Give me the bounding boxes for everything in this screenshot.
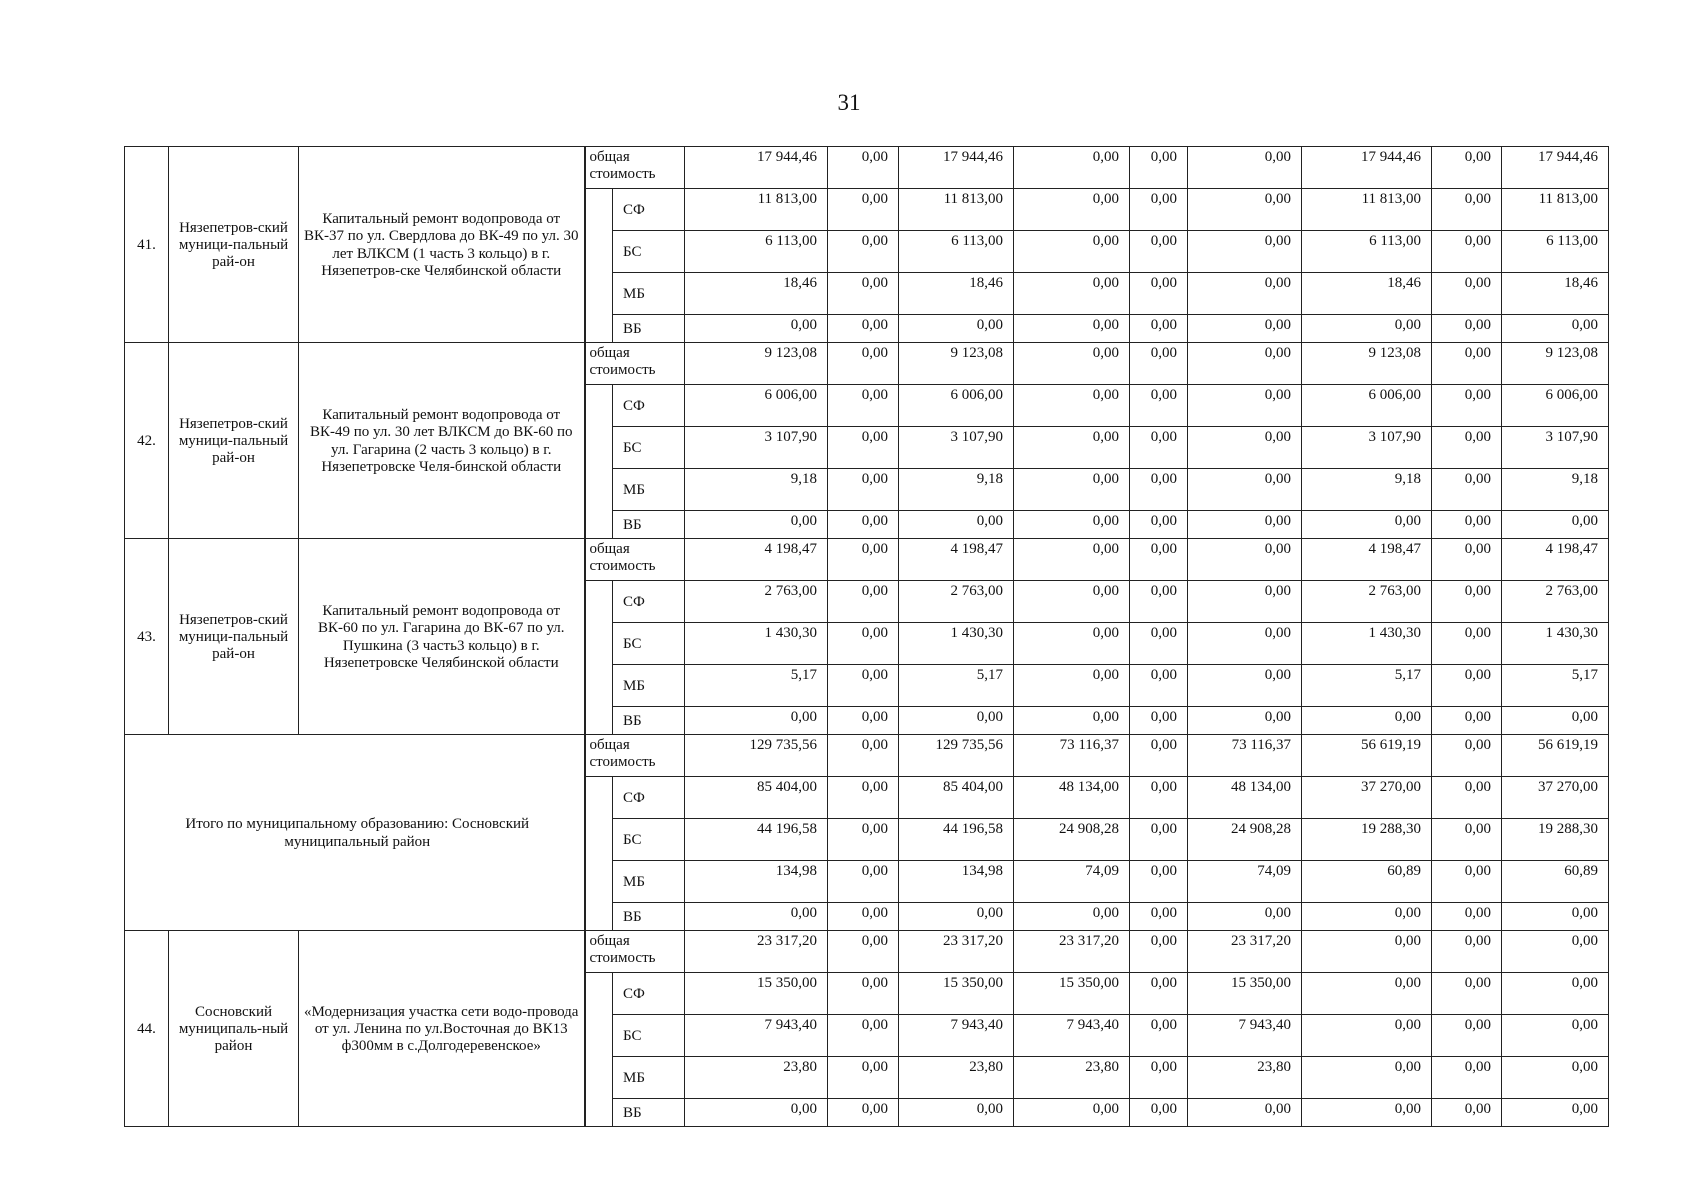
value-cell: 74,09 <box>1014 861 1130 903</box>
value-cell: 0,00 <box>828 1015 899 1057</box>
row-number: 43. <box>125 539 169 735</box>
value-cell: 0,00 <box>1130 231 1188 273</box>
value-cell: 5,17 <box>1502 665 1609 707</box>
value-cell: 73 116,37 <box>1014 735 1130 777</box>
value-cell: 0,00 <box>899 315 1014 343</box>
value-cell: 0,00 <box>1302 1057 1432 1099</box>
value-cell: 0,00 <box>1014 665 1130 707</box>
total-cost-label: общая стоимость <box>585 343 685 385</box>
value-cell: 0,00 <box>1188 707 1302 735</box>
value-cell: 2 763,00 <box>1502 581 1609 623</box>
source-label: СФ <box>613 973 685 1015</box>
value-cell: 0,00 <box>1432 665 1502 707</box>
value-cell: 0,00 <box>1130 147 1188 189</box>
value-cell: 24 908,28 <box>1014 819 1130 861</box>
value-cell: 0,00 <box>828 385 899 427</box>
source-label: СФ <box>613 385 685 427</box>
value-cell: 0,00 <box>1188 581 1302 623</box>
value-cell: 0,00 <box>1130 539 1188 581</box>
value-cell: 0,00 <box>1130 1099 1188 1127</box>
value-cell: 0,00 <box>1188 665 1302 707</box>
value-cell: 0,00 <box>1302 315 1432 343</box>
value-cell: 0,00 <box>1432 189 1502 231</box>
value-cell: 0,00 <box>685 903 828 931</box>
value-cell: 2 763,00 <box>1302 581 1432 623</box>
value-cell: 0,00 <box>1130 665 1188 707</box>
value-cell: 6 113,00 <box>685 231 828 273</box>
table-row <box>125 735 1609 777</box>
value-cell: 0,00 <box>828 1099 899 1127</box>
value-cell: 23 317,20 <box>685 931 828 973</box>
value-cell: 23 317,20 <box>1014 931 1130 973</box>
value-cell: 0,00 <box>1302 511 1432 539</box>
value-cell: 1 430,30 <box>899 623 1014 665</box>
value-cell: 0,00 <box>828 665 899 707</box>
value-cell: 0,00 <box>1014 1099 1130 1127</box>
value-cell: 85 404,00 <box>685 777 828 819</box>
value-cell: 17 944,46 <box>1502 147 1609 189</box>
source-label: СФ <box>613 189 685 231</box>
value-cell: 0,00 <box>1014 147 1130 189</box>
source-label: МБ <box>613 273 685 315</box>
value-cell: 0,00 <box>828 777 899 819</box>
value-cell: 0,00 <box>1502 903 1609 931</box>
value-cell: 0,00 <box>1432 623 1502 665</box>
source-label: ВБ <box>613 707 685 735</box>
district-name: Нязепетров-ский муници-пальный рай-он <box>169 147 299 343</box>
value-cell: 0,00 <box>1130 777 1188 819</box>
row-number: 42. <box>125 343 169 539</box>
including-label <box>585 189 613 343</box>
value-cell: 0,00 <box>1130 735 1188 777</box>
value-cell: 0,00 <box>1302 707 1432 735</box>
value-cell: 5,17 <box>1302 665 1432 707</box>
value-cell: 0,00 <box>1302 903 1432 931</box>
value-cell: 0,00 <box>828 931 899 973</box>
value-cell: 0,00 <box>1432 427 1502 469</box>
value-cell: 0,00 <box>1188 231 1302 273</box>
value-cell: 6 113,00 <box>1502 231 1609 273</box>
value-cell: 24 908,28 <box>1188 819 1302 861</box>
table-row <box>125 147 1609 189</box>
value-cell: 0,00 <box>1014 427 1130 469</box>
value-cell: 56 619,19 <box>1502 735 1609 777</box>
value-cell: 6 006,00 <box>1302 385 1432 427</box>
value-cell: 0,00 <box>1188 469 1302 511</box>
value-cell: 0,00 <box>1302 1099 1432 1127</box>
value-cell: 0,00 <box>1502 315 1609 343</box>
value-cell: 23,80 <box>1014 1057 1130 1099</box>
value-cell: 5,17 <box>899 665 1014 707</box>
value-cell: 0,00 <box>1188 189 1302 231</box>
value-cell: 0,00 <box>1130 623 1188 665</box>
value-cell: 6 113,00 <box>1302 231 1432 273</box>
value-cell: 9,18 <box>1302 469 1432 511</box>
value-cell: 0,00 <box>1014 231 1130 273</box>
value-cell: 3 107,90 <box>685 427 828 469</box>
value-cell: 9,18 <box>685 469 828 511</box>
value-cell: 0,00 <box>828 147 899 189</box>
source-label: СФ <box>613 777 685 819</box>
source-label: БС <box>613 819 685 861</box>
value-cell: 0,00 <box>1014 903 1130 931</box>
value-cell: 4 198,47 <box>685 539 828 581</box>
project-name: Капитальный ремонт водопровода от ВК-49 по ул. 30 лет ВЛКСМ до ВК-60 по ул. Гагарина (2 часть 3 кольцо) в г. Нязепетровске Челя-бинской области <box>299 343 585 539</box>
value-cell: 0,00 <box>828 469 899 511</box>
source-label: БС <box>613 1015 685 1057</box>
source-label: БС <box>613 427 685 469</box>
value-cell: 0,00 <box>1130 511 1188 539</box>
total-label: Итого по муниципальному образованию: Сосновский муниципальный район <box>125 735 585 931</box>
value-cell: 0,00 <box>685 511 828 539</box>
value-cell: 0,00 <box>1130 819 1188 861</box>
value-cell: 0,00 <box>1188 903 1302 931</box>
value-cell: 0,00 <box>828 903 899 931</box>
value-cell: 0,00 <box>1432 343 1502 385</box>
value-cell: 37 270,00 <box>1502 777 1609 819</box>
value-cell: 0,00 <box>828 1057 899 1099</box>
value-cell: 5,17 <box>685 665 828 707</box>
value-cell: 4 198,47 <box>1502 539 1609 581</box>
source-label: МБ <box>613 861 685 903</box>
project-name: Капитальный ремонт водопровода от ВК-60 по ул. Гагарина до ВК-67 по ул. Пушкина (3 часть3 кольцо) в г. Нязепетровске Челябинской области <box>299 539 585 735</box>
value-cell: 56 619,19 <box>1302 735 1432 777</box>
source-label: МБ <box>613 1057 685 1099</box>
value-cell: 0,00 <box>685 1099 828 1127</box>
value-cell: 0,00 <box>828 623 899 665</box>
value-cell: 6 113,00 <box>899 231 1014 273</box>
value-cell: 0,00 <box>1130 343 1188 385</box>
value-cell: 0,00 <box>1014 343 1130 385</box>
value-cell: 0,00 <box>1130 581 1188 623</box>
value-cell: 0,00 <box>899 903 1014 931</box>
budget-table <box>124 146 1609 1127</box>
value-cell: 0,00 <box>1130 931 1188 973</box>
table-row <box>125 539 1609 581</box>
total-cost-label: общая стоимость <box>585 539 685 581</box>
value-cell: 0,00 <box>1502 1015 1609 1057</box>
value-cell: 0,00 <box>1432 511 1502 539</box>
value-cell: 11 813,00 <box>899 189 1014 231</box>
value-cell: 17 944,46 <box>1302 147 1432 189</box>
value-cell: 9,18 <box>899 469 1014 511</box>
value-cell: 0,00 <box>1432 973 1502 1015</box>
value-cell: 1 430,30 <box>685 623 828 665</box>
value-cell: 6 006,00 <box>899 385 1014 427</box>
page-number: 31 <box>837 90 861 115</box>
value-cell: 3 107,90 <box>1502 427 1609 469</box>
table-row <box>125 343 1609 385</box>
value-cell: 0,00 <box>1432 735 1502 777</box>
value-cell: 0,00 <box>1502 707 1609 735</box>
value-cell: 0,00 <box>1130 385 1188 427</box>
value-cell: 15 350,00 <box>899 973 1014 1015</box>
district-name: Сосновский муниципаль-ный район <box>169 931 299 1127</box>
value-cell: 0,00 <box>1014 511 1130 539</box>
value-cell: 73 116,37 <box>1188 735 1302 777</box>
value-cell: 0,00 <box>1130 273 1188 315</box>
value-cell: 0,00 <box>1130 469 1188 511</box>
value-cell: 0,00 <box>828 273 899 315</box>
value-cell: 0,00 <box>1188 1099 1302 1127</box>
value-cell: 23 317,20 <box>1188 931 1302 973</box>
value-cell: 7 943,40 <box>685 1015 828 1057</box>
row-number: 44. <box>125 931 169 1127</box>
value-cell: 11 813,00 <box>1502 189 1609 231</box>
value-cell: 18,46 <box>1302 273 1432 315</box>
value-cell: 7 943,40 <box>1014 1015 1130 1057</box>
district-name: Нязепетров-ский муници-пальный рай-он <box>169 343 299 539</box>
value-cell: 48 134,00 <box>1188 777 1302 819</box>
value-cell: 0,00 <box>828 973 899 1015</box>
value-cell: 129 735,56 <box>899 735 1014 777</box>
value-cell: 18,46 <box>899 273 1014 315</box>
project-name: Капитальный ремонт водопровода от ВК-37 по ул. Свердлова до ВК-49 по ул. 30 лет ВЛКСМ (1 часть 3 кольцо) в г. Нязепетров-ске Челябинской области <box>299 147 585 343</box>
value-cell: 0,00 <box>828 735 899 777</box>
value-cell: 15 350,00 <box>685 973 828 1015</box>
value-cell: 1 430,30 <box>1502 623 1609 665</box>
value-cell: 9,18 <box>1502 469 1609 511</box>
total-cost-label: общая стоимость <box>585 147 685 189</box>
value-cell: 23 317,20 <box>899 931 1014 973</box>
value-cell: 0,00 <box>1432 147 1502 189</box>
value-cell: 44 196,58 <box>685 819 828 861</box>
value-cell: 15 350,00 <box>1014 973 1130 1015</box>
value-cell: 0,00 <box>1432 1015 1502 1057</box>
value-cell: 6 006,00 <box>685 385 828 427</box>
source-label: СФ <box>613 581 685 623</box>
value-cell: 7 943,40 <box>1188 1015 1302 1057</box>
source-label: ВБ <box>613 1099 685 1127</box>
value-cell: 0,00 <box>1432 273 1502 315</box>
value-cell: 23,80 <box>685 1057 828 1099</box>
value-cell: 0,00 <box>1302 973 1432 1015</box>
value-cell: 0,00 <box>1432 903 1502 931</box>
value-cell: 0,00 <box>828 581 899 623</box>
value-cell: 9 123,08 <box>1502 343 1609 385</box>
value-cell: 0,00 <box>1502 1057 1609 1099</box>
including-label <box>585 581 613 735</box>
source-label: БС <box>613 623 685 665</box>
value-cell: 0,00 <box>1014 189 1130 231</box>
value-cell: 74,09 <box>1188 861 1302 903</box>
value-cell: 0,00 <box>1014 581 1130 623</box>
source-label: МБ <box>613 469 685 511</box>
value-cell: 129 735,56 <box>685 735 828 777</box>
source-label: МБ <box>613 665 685 707</box>
value-cell: 0,00 <box>1130 707 1188 735</box>
value-cell: 0,00 <box>899 707 1014 735</box>
source-label: ВБ <box>613 315 685 343</box>
value-cell: 0,00 <box>685 707 828 735</box>
value-cell: 17 944,46 <box>899 147 1014 189</box>
value-cell: 0,00 <box>828 189 899 231</box>
value-cell: 48 134,00 <box>1014 777 1130 819</box>
value-cell: 0,00 <box>1502 931 1609 973</box>
value-cell: 0,00 <box>1502 1099 1609 1127</box>
value-cell: 0,00 <box>1130 427 1188 469</box>
value-cell: 0,00 <box>1432 777 1502 819</box>
including-label <box>585 973 613 1127</box>
source-label: ВБ <box>613 511 685 539</box>
value-cell: 0,00 <box>1130 1015 1188 1057</box>
value-cell: 11 813,00 <box>1302 189 1432 231</box>
value-cell: 0,00 <box>1432 385 1502 427</box>
value-cell: 4 198,47 <box>1302 539 1432 581</box>
value-cell: 0,00 <box>1014 623 1130 665</box>
including-label <box>585 385 613 539</box>
value-cell: 0,00 <box>1188 385 1302 427</box>
value-cell: 6 006,00 <box>1502 385 1609 427</box>
value-cell: 0,00 <box>1130 861 1188 903</box>
project-name: «Модернизация участка сети водо-провода от ул. Ленина по ул.Восточная до ВК13 ф300мм в с.Долгодеревенское» <box>299 931 585 1127</box>
value-cell: 0,00 <box>1432 861 1502 903</box>
value-cell: 3 107,90 <box>1302 427 1432 469</box>
value-cell: 0,00 <box>828 539 899 581</box>
value-cell: 7 943,40 <box>899 1015 1014 1057</box>
value-cell: 2 763,00 <box>685 581 828 623</box>
value-cell: 0,00 <box>899 511 1014 539</box>
source-label: БС <box>613 231 685 273</box>
value-cell: 0,00 <box>828 861 899 903</box>
table-row <box>125 931 1609 973</box>
value-cell: 0,00 <box>1130 973 1188 1015</box>
value-cell: 0,00 <box>1188 315 1302 343</box>
value-cell: 0,00 <box>828 231 899 273</box>
value-cell: 0,00 <box>1188 511 1302 539</box>
value-cell: 0,00 <box>1432 539 1502 581</box>
value-cell: 19 288,30 <box>1302 819 1432 861</box>
value-cell: 0,00 <box>1014 707 1130 735</box>
value-cell: 19 288,30 <box>1502 819 1609 861</box>
value-cell: 15 350,00 <box>1188 973 1302 1015</box>
value-cell: 0,00 <box>1188 273 1302 315</box>
value-cell: 1 430,30 <box>1302 623 1432 665</box>
value-cell: 0,00 <box>828 511 899 539</box>
value-cell: 11 813,00 <box>685 189 828 231</box>
including-label <box>585 777 613 931</box>
value-cell: 0,00 <box>1432 315 1502 343</box>
value-cell: 23,80 <box>899 1057 1014 1099</box>
value-cell: 0,00 <box>828 707 899 735</box>
value-cell: 0,00 <box>1014 273 1130 315</box>
value-cell: 3 107,90 <box>899 427 1014 469</box>
value-cell: 44 196,58 <box>899 819 1014 861</box>
value-cell: 0,00 <box>1130 189 1188 231</box>
value-cell: 0,00 <box>1302 1015 1432 1057</box>
value-cell: 4 198,47 <box>899 539 1014 581</box>
value-cell: 134,98 <box>899 861 1014 903</box>
value-cell: 0,00 <box>1302 931 1432 973</box>
value-cell: 9 123,08 <box>899 343 1014 385</box>
value-cell: 17 944,46 <box>685 147 828 189</box>
value-cell: 0,00 <box>1014 385 1130 427</box>
value-cell: 0,00 <box>1188 343 1302 385</box>
value-cell: 0,00 <box>1432 1099 1502 1127</box>
value-cell: 0,00 <box>1502 973 1609 1015</box>
value-cell: 0,00 <box>1130 1057 1188 1099</box>
row-number: 41. <box>125 147 169 343</box>
value-cell: 37 270,00 <box>1302 777 1432 819</box>
value-cell: 9 123,08 <box>685 343 828 385</box>
district-name: Нязепетров-ский муници-пальный рай-он <box>169 539 299 735</box>
value-cell: 0,00 <box>1432 1057 1502 1099</box>
value-cell: 0,00 <box>899 1099 1014 1127</box>
value-cell: 0,00 <box>828 427 899 469</box>
value-cell: 0,00 <box>828 343 899 385</box>
value-cell: 18,46 <box>1502 273 1609 315</box>
source-label: ВБ <box>613 903 685 931</box>
value-cell: 0,00 <box>1432 231 1502 273</box>
value-cell: 0,00 <box>685 315 828 343</box>
value-cell: 134,98 <box>685 861 828 903</box>
value-cell: 0,00 <box>1432 707 1502 735</box>
value-cell: 0,00 <box>1432 931 1502 973</box>
value-cell: 85 404,00 <box>899 777 1014 819</box>
value-cell: 0,00 <box>1130 903 1188 931</box>
value-cell: 0,00 <box>1432 469 1502 511</box>
value-cell: 0,00 <box>1188 427 1302 469</box>
value-cell: 0,00 <box>1014 539 1130 581</box>
value-cell: 0,00 <box>1014 469 1130 511</box>
value-cell: 18,46 <box>685 273 828 315</box>
value-cell: 0,00 <box>1188 147 1302 189</box>
value-cell: 0,00 <box>1014 315 1130 343</box>
value-cell: 0,00 <box>1502 511 1609 539</box>
value-cell: 0,00 <box>828 819 899 861</box>
value-cell: 60,89 <box>1302 861 1432 903</box>
value-cell: 0,00 <box>1432 581 1502 623</box>
value-cell: 9 123,08 <box>1302 343 1432 385</box>
total-cost-label: общая стоимость <box>585 931 685 973</box>
total-cost-label: общая стоимость <box>585 735 685 777</box>
value-cell: 23,80 <box>1188 1057 1302 1099</box>
value-cell: 0,00 <box>828 315 899 343</box>
value-cell: 0,00 <box>1188 623 1302 665</box>
value-cell: 0,00 <box>1130 315 1188 343</box>
value-cell: 2 763,00 <box>899 581 1014 623</box>
value-cell: 0,00 <box>1188 539 1302 581</box>
value-cell: 0,00 <box>1432 819 1502 861</box>
value-cell: 60,89 <box>1502 861 1609 903</box>
